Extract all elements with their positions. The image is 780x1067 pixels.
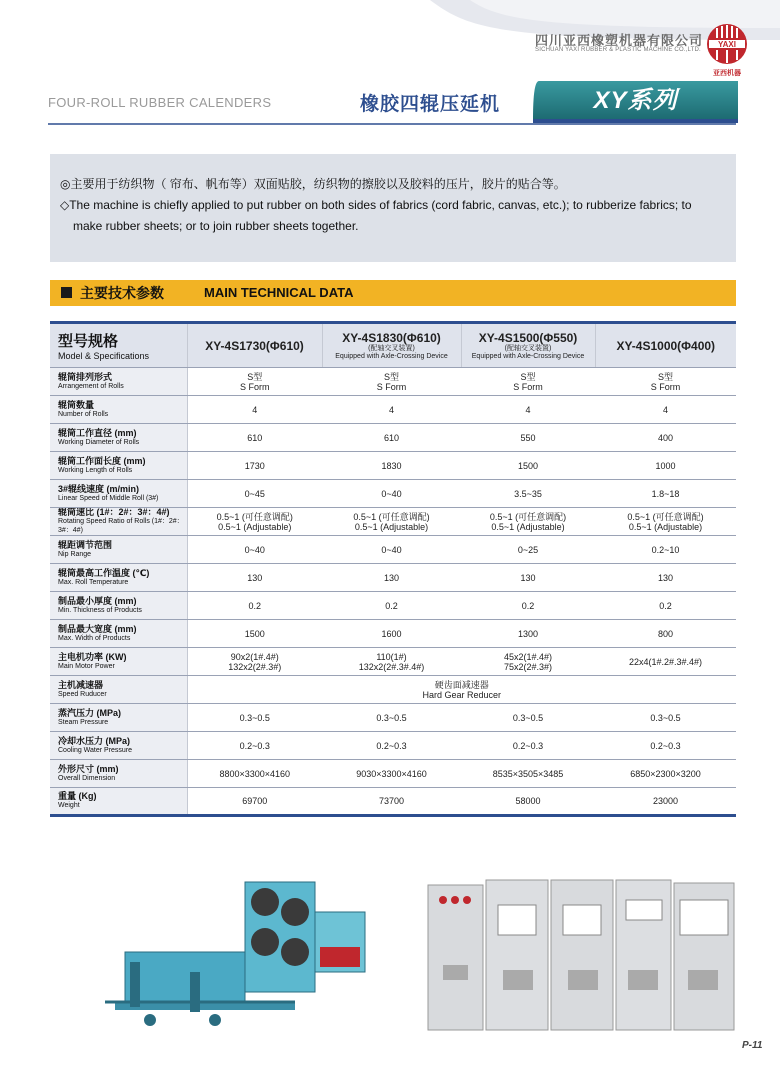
row-label <box>50 424 187 452</box>
cell-value: 0.2~0.3 <box>512 740 544 751</box>
row-label-cn: 制品最大宽度 (mm) <box>58 623 137 634</box>
model-header <box>595 323 736 368</box>
table-row <box>50 760 736 788</box>
cell-value: 0.5~1 (Adjustable) <box>354 521 429 532</box>
table-cell <box>322 480 461 508</box>
table-cell <box>322 704 461 732</box>
cell-value: 0.3~0.5 <box>376 712 407 723</box>
header-cn: 型号规格 <box>58 333 119 350</box>
row-label-cn: 重量 (Kg) <box>58 791 97 801</box>
row-label <box>50 536 187 564</box>
table-cell <box>595 368 736 396</box>
cell-value: 73700 <box>378 796 405 806</box>
row-label <box>50 480 187 508</box>
table-cell <box>322 760 461 788</box>
row-label-en: Number of Rolls <box>58 410 109 418</box>
table-row <box>50 648 736 676</box>
model-name: XY-4S1000(Φ400) <box>616 338 716 353</box>
cell-value: 90x2(1#.4#) <box>230 651 279 662</box>
cell-value: 45x2(1#.4#) <box>503 651 553 662</box>
table-cell <box>595 620 736 648</box>
table-cell <box>595 480 736 508</box>
table-cell <box>461 564 595 592</box>
cell-value: S Form <box>376 381 407 392</box>
table-cell <box>322 508 461 536</box>
row-label-en: Max. Width of Products <box>58 634 131 642</box>
row-label-en: Steam Pressure <box>58 718 109 726</box>
cell-value: 0.3~0.5 <box>650 712 681 723</box>
row-label-en: Cooling Water Pressure <box>58 746 133 754</box>
table-row <box>50 592 736 620</box>
logo-caption: 亚西机器 <box>713 70 741 77</box>
row-label <box>50 368 187 396</box>
row-label-cn: 辊筒工作直径 (mm) <box>58 427 137 438</box>
cell-value: 69700 <box>242 796 268 806</box>
row-label-en: Weight <box>58 802 80 809</box>
page-number: P-11 <box>742 1040 763 1051</box>
row-label <box>50 620 187 648</box>
table-cell <box>595 788 736 816</box>
table-cell <box>187 480 322 508</box>
cell-value: 0.2~0.3 <box>239 740 270 751</box>
cell-value: S型 <box>247 371 263 382</box>
table-cell <box>322 452 461 480</box>
row-label-en: Linear Speed of Middle Roll (3#) <box>58 494 159 502</box>
calender-machine-image <box>95 852 435 1032</box>
cell-value: 130 <box>520 572 536 583</box>
model-sub-en: Equipped with Axle-Crossing Device <box>335 352 448 360</box>
table-row <box>50 676 736 704</box>
cell-value: Hard Gear Reducer <box>422 689 502 700</box>
cell-value: 0.2 <box>385 600 398 611</box>
row-label-en: Rotating Speed Ratio of Rolls (1#：2#：3#：4#) <box>58 518 184 534</box>
row-label <box>50 592 187 620</box>
intro-box <box>50 154 736 262</box>
table-cell <box>461 620 595 648</box>
cell-value: 1300 <box>517 628 539 639</box>
table-cell <box>322 564 461 592</box>
table-cell <box>461 368 595 396</box>
table-cell <box>187 704 322 732</box>
cell-value: S型 <box>657 371 673 382</box>
cell-value: 0.2 <box>248 600 261 611</box>
table-cell <box>187 760 322 788</box>
cell-value: 610 <box>247 432 263 443</box>
table-cell <box>595 648 736 676</box>
row-label-cn: 蒸汽压力 (MPa) <box>58 707 122 718</box>
cell-value: 0.5~1 (可任意调配) <box>489 511 567 522</box>
intro-line-cn: ◎主要用于纺织物（ 帘布、帆布等）双面贴胶，纺织物的擦胶以及胶料的压片，胶片的贴合等。 <box>60 177 566 191</box>
row-label-cn: 辊筒速比 (1#：2#：3#：4#) <box>58 507 170 517</box>
cell-value: S Form <box>239 381 270 392</box>
table-row <box>50 452 736 480</box>
table-cell <box>187 452 322 480</box>
row-label-cn: 3#辊线速度 (m/min) <box>58 483 140 494</box>
row-label <box>50 648 187 676</box>
row-label-en: Speed Ruducer <box>58 690 107 698</box>
table-cell <box>187 508 322 536</box>
cell-value: 130 <box>247 572 263 583</box>
section-title-cn: 主要技术参数 <box>80 285 164 301</box>
cell-value: 0~25 <box>517 544 539 555</box>
table-cell <box>461 788 595 816</box>
cell-value: 0~40 <box>381 488 402 499</box>
model-sub-en: Equipped with Axle-Crossing Device <box>471 352 585 360</box>
table-cell <box>461 732 595 760</box>
cell-value: 8800×3300×4160 <box>219 768 291 779</box>
cell-value: 610 <box>383 432 400 443</box>
spanning-cell <box>187 676 736 704</box>
cell-value: 4 <box>388 404 394 415</box>
section-title-en: MAIN TECHNICAL DATA <box>204 285 354 300</box>
table-cell <box>595 732 736 760</box>
model-header <box>461 323 595 368</box>
series-label: XY系列 <box>593 87 678 114</box>
cell-value: 4 <box>525 404 531 415</box>
table-cell <box>595 508 736 536</box>
cell-value: 硬齿面减速器 <box>434 679 489 690</box>
company-name-cn: 四川亚西橡塑机器有限公司 <box>535 33 704 48</box>
model-header <box>322 323 461 368</box>
table-cell <box>187 368 322 396</box>
row-label-en: Working Length of Rolls <box>58 466 133 474</box>
row-label-cn: 主电机功率 (KW) <box>58 651 127 662</box>
logo-text: YAXI <box>718 40 736 49</box>
table-cell <box>595 452 736 480</box>
table-cell <box>461 480 595 508</box>
cell-value: 8535×3505×3485 <box>492 768 564 779</box>
row-label-en: Overall Dimension <box>58 774 116 782</box>
cell-value: 0.3~0.5 <box>239 712 270 723</box>
header-en: Model & Specifications <box>58 351 150 361</box>
table-header-row <box>50 323 736 368</box>
row-label <box>50 452 187 480</box>
table-row <box>50 620 736 648</box>
spec-table-body <box>50 368 736 816</box>
spec-table <box>50 321 736 817</box>
cell-value: 0.2 <box>659 600 672 611</box>
cell-value: S Form <box>650 381 681 392</box>
row-label <box>50 508 187 536</box>
table-cell <box>461 452 595 480</box>
table-cell <box>461 704 595 732</box>
model-sub-cn: (配轴交叉装置) <box>504 344 552 352</box>
row-label-en: Nip Range <box>58 550 92 558</box>
cell-value: 132x2(2#.3#) <box>228 661 282 672</box>
cell-value: 130 <box>657 572 674 583</box>
cell-value: 0.5~1 (Adjustable) <box>628 521 703 532</box>
table-row <box>50 788 736 816</box>
cell-value: 400 <box>657 432 674 443</box>
cell-value: 1730 <box>244 460 265 471</box>
table-cell <box>187 592 322 620</box>
row-label-cn: 冷却水压力 (MPa) <box>58 735 131 746</box>
model-name: XY-4S1830(Φ610) <box>342 330 441 345</box>
table-cell <box>595 704 736 732</box>
table-cell <box>595 592 736 620</box>
row-label-en: Max. Roll Temperature <box>58 578 129 586</box>
row-label-en: Working Diameter of Rolls <box>58 438 140 446</box>
cell-value: 0~40 <box>244 544 265 555</box>
row-label <box>50 396 187 424</box>
title-en: FOUR-ROLL RUBBER CALENDERS <box>48 95 272 110</box>
table-cell <box>322 368 461 396</box>
table-cell <box>595 424 736 452</box>
cell-value: 4 <box>662 404 668 415</box>
table-cell <box>322 592 461 620</box>
row-label-cn: 辊筒排列形式 <box>58 371 113 382</box>
table-cell <box>461 396 595 424</box>
row-label-en: Main Motor Power <box>58 662 115 670</box>
table-cell <box>595 536 736 564</box>
row-label <box>50 676 187 704</box>
cell-value: 130 <box>383 572 400 583</box>
cell-value: S Form <box>513 381 543 392</box>
cell-value: 23000 <box>652 796 679 806</box>
cell-value: 4 <box>252 404 258 415</box>
table-cell <box>322 732 461 760</box>
model-sub-cn: (配轴交叉装置) <box>368 344 415 352</box>
cell-value: 3.5~35 <box>514 488 542 499</box>
table-cell <box>322 620 461 648</box>
table-cell <box>461 424 595 452</box>
cell-value: 0~40 <box>381 544 402 555</box>
table-cell <box>461 592 595 620</box>
table-row <box>50 536 736 564</box>
row-label-cn: 制品最小厚度 (mm) <box>58 595 137 606</box>
cell-value: 0.3~0.5 <box>512 712 544 723</box>
section-square-icon <box>61 287 72 298</box>
company-name-en: SICHUAN YAXI RUBBER & PLASTIC MACHINE CO.,LTD. <box>535 47 701 53</box>
table-cell <box>322 424 461 452</box>
cell-value: 0.5~1 (可任意调配) <box>216 511 293 522</box>
cell-value: 1830 <box>381 460 402 471</box>
row-label-cn: 辊筒数量 <box>58 399 95 410</box>
table-cell <box>187 788 322 816</box>
table-cell <box>187 620 322 648</box>
table-row <box>50 396 736 424</box>
intro-line-en: ◇The machine is chiefly applied to put rubber on both sides of fabrics (cord fabric, canvas, etc.); to rubberize fabrics; to make rubber sheets; or to join rubber sheets together. <box>60 198 692 233</box>
cell-value: 0.5~1 (Adjustable) <box>218 521 292 532</box>
cell-value: 0.5~1 (Adjustable) <box>491 521 565 532</box>
table-cell <box>187 396 322 424</box>
table-cell <box>187 536 322 564</box>
cell-value: 1600 <box>381 628 402 639</box>
table-cell <box>461 648 595 676</box>
cell-value: 1500 <box>244 628 265 639</box>
cell-value: 9030×3300×4160 <box>356 768 427 779</box>
model-header <box>187 323 322 368</box>
cell-value: 58000 <box>515 796 541 806</box>
cell-value: 0~45 <box>244 488 265 499</box>
cell-value: S型 <box>383 371 399 382</box>
table-cell <box>322 536 461 564</box>
table-cell <box>187 424 322 452</box>
row-label-cn: 辊距调节范围 <box>58 539 113 550</box>
cell-value: 0.2~0.3 <box>376 740 407 751</box>
table-row <box>50 564 736 592</box>
table-cell <box>322 396 461 424</box>
cell-value: S型 <box>520 371 536 382</box>
row-label-en: Arrangement of Rolls <box>58 382 124 390</box>
cell-value: 110(1#) <box>376 651 407 662</box>
row-label <box>50 564 187 592</box>
cell-value: 0.2 <box>521 600 535 611</box>
row-label <box>50 704 187 732</box>
cell-value: 1000 <box>655 460 676 471</box>
table-row <box>50 480 736 508</box>
table-row <box>50 424 736 452</box>
table-row <box>50 368 736 396</box>
cell-value: 0.5~1 (可任意调配) <box>627 511 704 522</box>
table-cell <box>461 508 595 536</box>
row-label <box>50 760 187 788</box>
cell-value: 0.2~10 <box>651 544 680 555</box>
row-label-cn: 辊筒工作面长度 (mm) <box>58 455 146 466</box>
model-name: XY-4S1730(Φ610) <box>205 338 304 353</box>
row-label-en: Min. Thickness of Products <box>58 606 142 614</box>
cell-value: 800 <box>657 628 674 639</box>
cell-value: 550 <box>520 432 536 443</box>
cell-value: 1500 <box>517 460 539 471</box>
cell-value: 22x4(1#.2#.3#.4#) <box>628 656 703 667</box>
cell-value: 75x2(2#.3#) <box>503 661 553 672</box>
table-row <box>50 732 736 760</box>
row-label <box>50 788 187 816</box>
table-cell <box>322 648 461 676</box>
title-cn: 橡胶四辊压延机 <box>360 94 501 115</box>
model-name: XY-4S1500(Φ550) <box>478 330 578 345</box>
table-cell <box>187 564 322 592</box>
row-label <box>50 732 187 760</box>
cell-value: 1.8~18 <box>651 488 680 499</box>
table-cell <box>595 564 736 592</box>
table-cell <box>461 760 595 788</box>
row-label-cn: 主机减速器 <box>58 679 104 690</box>
table-cell <box>461 536 595 564</box>
control-cabinet-image <box>418 875 744 1035</box>
cell-value: 0.2~0.3 <box>650 740 681 751</box>
row-label-cn: 外形尺寸 (mm) <box>58 763 119 774</box>
table-cell <box>595 760 736 788</box>
table-row <box>50 704 736 732</box>
cell-value: 6850×2300×3200 <box>630 768 701 779</box>
cell-value: 0.5~1 (可任意调配) <box>353 511 430 522</box>
table-cell <box>187 732 322 760</box>
cell-value: 132x2(2#.3#.4#) <box>358 661 425 672</box>
table-row <box>50 508 736 536</box>
row-label-cn: 辊筒最高工作温度 (℃) <box>58 567 150 578</box>
header-label <box>50 323 187 368</box>
table-cell <box>595 396 736 424</box>
table-cell <box>187 648 322 676</box>
table-cell <box>322 788 461 816</box>
